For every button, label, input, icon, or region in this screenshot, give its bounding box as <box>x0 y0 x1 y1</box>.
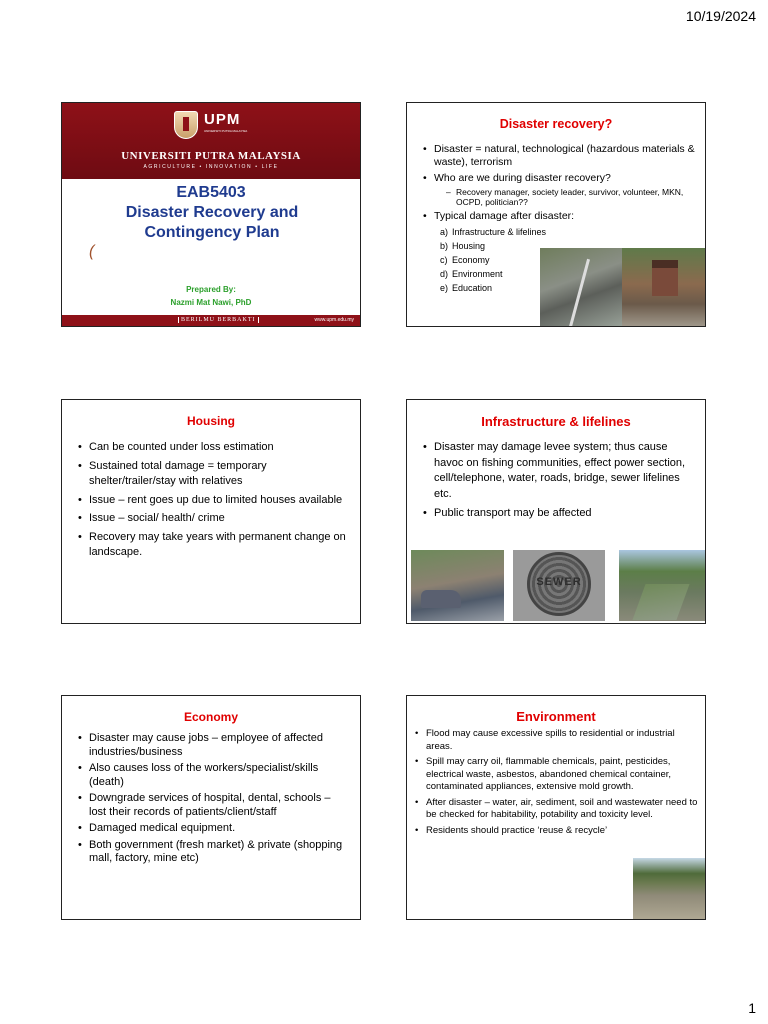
canal-bridge-photo <box>619 550 705 621</box>
damage-item-text: Environment <box>452 269 503 279</box>
bullet-item: • Disaster may damage levee system; thus cause havoc on fishing communities, effect power section, cell/telephone, water, roads, bridge, sewer lifelines etc. <box>423 440 695 502</box>
slide-housing <box>61 399 361 624</box>
slide-heading: Disaster recovery? <box>499 117 613 131</box>
flooded-river-photo <box>633 858 705 920</box>
cracked-road-photo <box>540 248 622 327</box>
bullet-item: • After disaster – water, air, sediment, soil and wastewater need to be checked for habitability, potability and toxicity level. <box>415 797 703 822</box>
slide-infrastructure <box>406 399 706 624</box>
slide-environment <box>406 695 706 920</box>
bullet-item: • Issue – rent goes up due to limited houses available <box>78 493 348 509</box>
bullet-list <box>78 732 348 869</box>
slide-economy <box>61 695 361 920</box>
sub-bullet-item <box>446 187 695 207</box>
upm-logo <box>174 111 252 139</box>
bullet-item: • Can be counted under loss estimation <box>78 440 348 456</box>
bullet-item: • Residents should practice ‘reuse & recycle’ <box>415 825 703 838</box>
slide-heading: Housing <box>187 414 235 428</box>
slide-heading: Economy <box>183 710 238 724</box>
paren-mark: ( <box>89 243 95 260</box>
damage-item-text: Infrastructure & lifelines <box>452 227 547 237</box>
page-number: 1 <box>748 1000 756 1016</box>
damage-item-text: Education <box>452 283 493 293</box>
page-date: 10/19/2024 <box>685 8 756 24</box>
bullet-text: Who are we during disaster recovery? <box>434 172 611 184</box>
university-name: UNIVERSITI PUTRA MALAYSIA <box>121 150 301 162</box>
upm-logo-subtext: UNIVERSITI PUTRA MALAYSIA <box>204 129 248 133</box>
sub-bullet-list <box>446 187 695 207</box>
bullet-item: • Downgrade services of hospital, dental, schools – lost their records of patients/client/staff <box>78 792 348 819</box>
course-code: EAB5403 <box>176 184 246 201</box>
bullet-list <box>415 728 703 840</box>
bullet-item: • Sustained total damage = temporary shelter/trailer/stay with relatives <box>78 459 348 490</box>
sub-bullet-text: Recovery manager, society leader, survivor, volunteer, MKN, OCPD, politician?? <box>456 187 684 207</box>
bullet-item: • Also causes loss of the workers/specialist/skills (death) <box>78 762 348 789</box>
upm-header-banner <box>62 103 360 179</box>
damage-item-text: Economy <box>452 255 490 265</box>
damage-item-letter: b) <box>440 241 449 251</box>
upm-footer-bar <box>62 315 360 326</box>
slide-disaster-recovery <box>406 102 706 327</box>
bullet-list <box>423 440 695 526</box>
slide-heading: Infrastructure & lifelines <box>481 414 631 429</box>
damaged-house-photo <box>622 248 706 327</box>
bullet-item <box>423 172 695 207</box>
upm-logo-text: UPM <box>204 111 241 128</box>
damage-item-letter: c) <box>440 255 448 265</box>
bullet-item: • Recovery may take years with permanent change on landscape. <box>78 530 348 561</box>
flood-debris-photo <box>411 550 504 621</box>
bullet-item: • Flood may cause excessive spills to residential or industrial areas. <box>415 728 703 753</box>
bullet-item <box>423 143 695 169</box>
upm-crest-icon <box>174 111 198 139</box>
damage-item-letter: d) <box>440 269 449 279</box>
damage-item-letter: a) <box>440 227 449 237</box>
bullet-text: Typical damage after disaster: <box>434 210 575 222</box>
sewer-cover-photo <box>513 550 605 621</box>
damage-item-letter: e) <box>440 283 449 293</box>
bullet-item: • Issue – social/ health/ crime <box>78 511 348 527</box>
bullet-text: Disaster = natural, technological (hazardous materials & waste), terrorism <box>434 143 695 168</box>
bullet-item: • Damaged medical equipment. <box>78 822 348 836</box>
slide-title <box>61 102 361 327</box>
footer-website: www.upm.edu.my <box>314 317 354 323</box>
damage-item-text: Housing <box>452 241 486 251</box>
damage-item <box>440 225 695 239</box>
footer-motto: BERILMU BERBAKTI <box>178 317 259 323</box>
slide-heading: Environment <box>516 709 596 724</box>
course-title: Disaster Recovery and Contingency Plan <box>125 204 299 241</box>
university-tagline: AGRICULTURE • INNOVATION • LIFE <box>143 164 279 170</box>
bullet-item: • Public transport may be affected <box>423 506 695 522</box>
bullet-item: • Both government (fresh market) & private (shopping mall, factory, mine etc) <box>78 839 348 866</box>
bullet-item: • Disaster may cause jobs – employee of affected industries/business <box>78 732 348 759</box>
sewer-lid-text: SEWER <box>536 576 582 588</box>
author-name: Nazmi Mat Nawi, PhD <box>170 298 252 307</box>
bullet-list <box>78 440 348 564</box>
bullet-item: • Spill may carry oil, flammable chemicals, paint, pesticides, electrical waste, asbestos, abandoned chemical container, contaminated appliances, extensive mold growth. <box>415 756 703 794</box>
prepared-by-label: Prepared By: <box>186 285 236 294</box>
